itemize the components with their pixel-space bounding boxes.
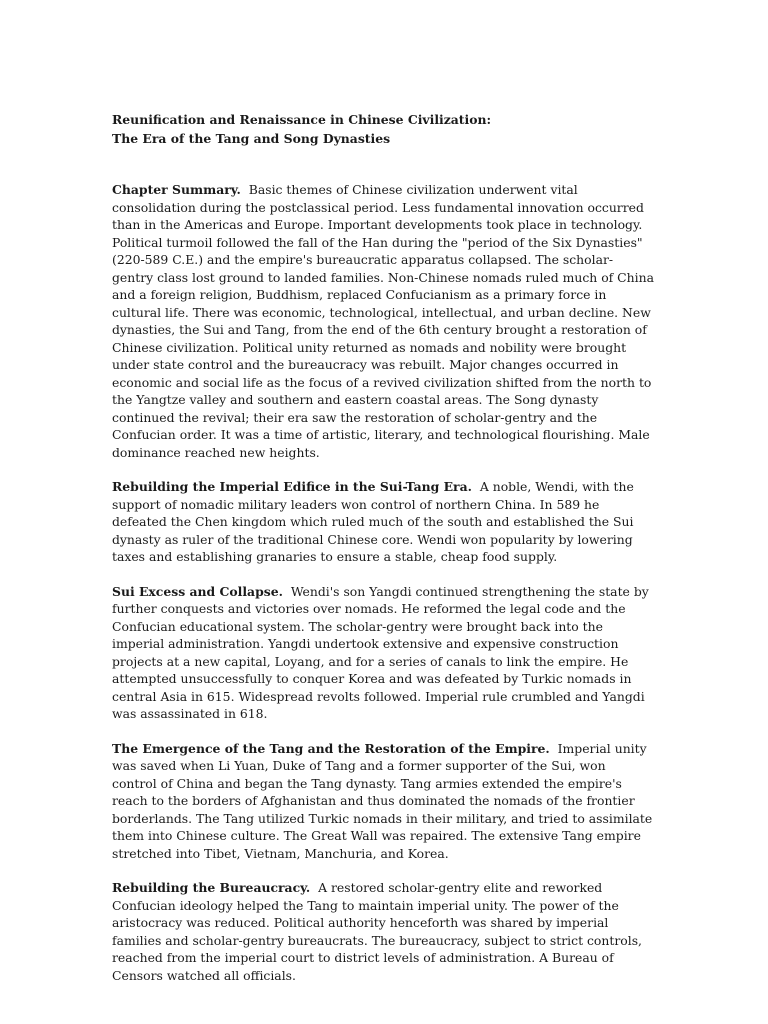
- document-page: [112, 110, 654, 1001]
- section-body: Imperial unity was saved when Li Yuan, Duke of Tang and a former supporter of the Sui, won control of China and began the Tang dynasty. Tang armies extended the empire's reach to the borders of Afghanistan and thus dominated the nomads of the frontier borderlands. The Tang utilized Turkic nomads in their military, and tried to assimilate them into Chinese culture. The Great Wall was repaired. The extensive Tang empire stretched into Tibet, Vietnam, Manchuria, and Korea.: [112, 740, 653, 861]
- section-rebuilding-imperial-edifice: [112, 478, 654, 566]
- title-line-1: Reunification and Renaissance in Chinese Civilization:: [112, 112, 492, 127]
- section-heading: Sui Excess and Collapse.: [112, 583, 283, 599]
- section-body: A noble, Wendi, with the support of nomadic military leaders won control of northern China. In 589 he defeated the Chen kingdom which ruled much of the south and established the Sui dynasty as ruler of the traditional Chinese core. Wendi won popularity by lowering taxes and establishing granaries to ensure a stable, cheap food supply.: [112, 479, 634, 564]
- section-heading: The Emergence of the Tang and the Restoration of the Empire.: [112, 740, 550, 756]
- section-chapter-summary: [112, 181, 654, 461]
- title-line-2: The Era of the Tang and Song Dynasties: [112, 131, 391, 146]
- document-title: [112, 110, 654, 148]
- section-heading: Rebuilding the Bureaucracy.: [112, 880, 311, 895]
- section-heading: Chapter Summary.: [112, 182, 241, 197]
- section-sui-excess: [112, 583, 654, 723]
- section-body: A restored scholar-gentry elite and reworked Confucian ideology helped the Tang to maintain imperial unity. The power of the aristocracy was reduced. Political authority henceforth was shared by imperial families and scholar-gentry bureaucrats. The bureaucracy, subject to strict controls, reached from the imperial court to district levels of administration. A Bureau of Censors watched all officials.: [112, 880, 642, 983]
- section-heading: Rebuilding the Imperial Edifice in the Sui-Tang Era.: [112, 479, 472, 494]
- section-body: Wendi's son Yangdi continued strengthening the state by further conquests and victories over nomads. He reformed the legal code and the Confucian educational system. The scholar-gentry were brought back into the imperial administration. Yangdi undertook extensive and expensive construction projects at a new capital, Loyang, and for a series of canals to link the empire. He attempted unsuccessfully to conquer Korea and was defeated by Turkic nomads in central Asia in 615. Widespread revolts followed. Imperial rule crumbled and Yangdi was assassinated in 618.: [112, 583, 649, 721]
- section-emergence-of-tang: [112, 740, 654, 863]
- section-rebuilding-bureaucracy: [112, 879, 654, 984]
- section-body: Basic themes of Chinese civilization underwent vital consolidation during the postclassical period. Less fundamental innovation occurred than in the Americas and Europe. Important developments took place in technology. Political turmoil followed the fall of the Han during the "period of the Six Dynasties" (220-589 C.E.) and the empire's bureaucratic apparatus collapsed. The scholar-gentry class lost ground to landed families. Non-Chinese nomads ruled much of China and a foreign religion, Buddhism, replaced Confucianism as a primary force in cultural life. There was economic, technological, intellectual, and urban decline. New dynasties, the Sui and Tang, from the end of the 6th century brought a restoration of Chinese civilization. Political unity returned as nomads and nobility were brought under state control and the bureaucracy was rebuilt. Major changes occurred in economic and social life as the focus of a revived civilization shifted from the north to the Yangtze valley and southern and eastern coastal areas. The Song dynasty continued the revival; their era saw the restoration of scholar-gentry and the Confucian order. It was a time of artistic, literary, and technological flourishing. Male dominance reached new heights.: [112, 182, 654, 460]
